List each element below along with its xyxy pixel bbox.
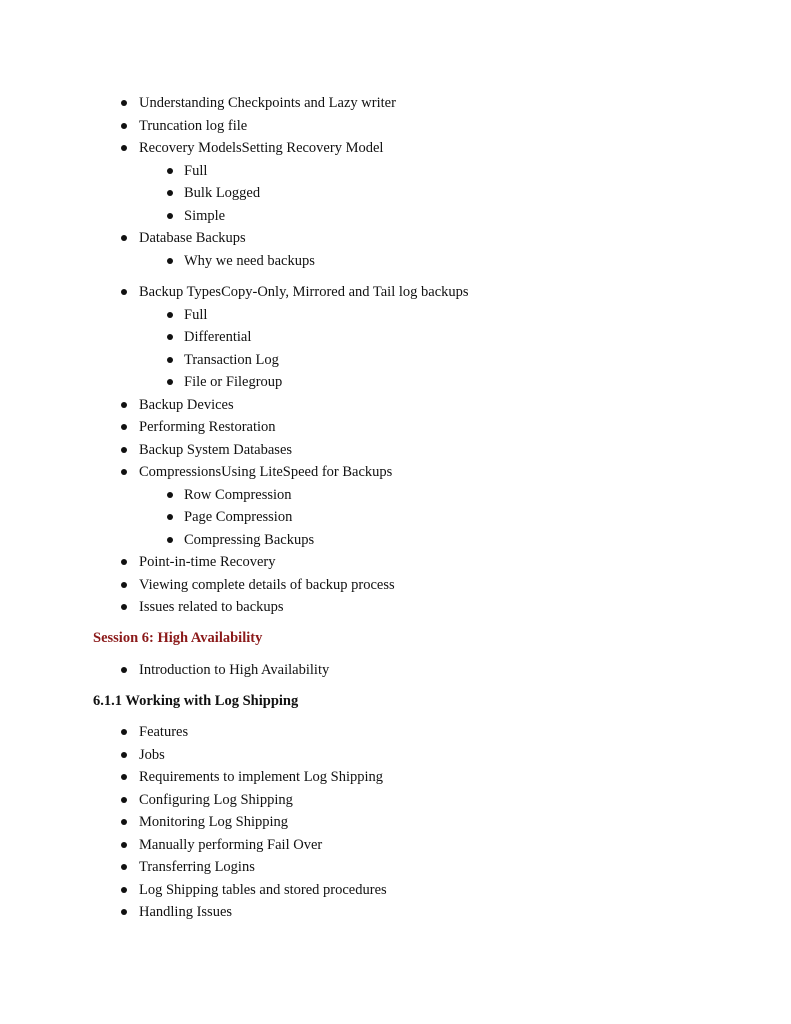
list-item-text: Page Compression — [184, 509, 293, 525]
bullet-icon — [167, 379, 173, 385]
bullet-icon — [167, 334, 173, 340]
bullet-icon — [121, 604, 127, 610]
list-item-text: Issues related to backups — [139, 599, 284, 615]
bullet-icon — [167, 168, 173, 174]
list-item-text: Backup Devices — [139, 396, 234, 413]
bullet-icon — [121, 289, 127, 295]
bullet-icon — [167, 258, 173, 264]
bullet-icon — [121, 842, 127, 848]
bullet-icon — [121, 909, 127, 915]
bullet-icon — [121, 667, 127, 673]
list-item-text: Requirements to implement Log Shipping — [139, 769, 384, 785]
list-item-text: Recovery ModelsSetting Recovery Model — [139, 140, 384, 156]
bullet-icon — [121, 582, 127, 588]
bullet-icon — [167, 213, 173, 219]
list-item-text: Manually performing Fail Over — [139, 836, 323, 853]
bullet-icon — [121, 447, 127, 453]
bullet-icon — [121, 774, 127, 780]
bullet-icon — [121, 797, 127, 803]
bullet-icon — [121, 123, 127, 129]
bullet-icon — [121, 864, 127, 870]
bullet-icon — [167, 514, 173, 520]
list-item-text: Differential — [184, 329, 252, 345]
bullet-icon — [167, 537, 173, 543]
list-item-text: Backup System Databases — [139, 441, 293, 458]
bullet-icon — [121, 752, 127, 758]
bullet-icon — [167, 492, 173, 498]
list-item-text: File or Filegroup — [184, 374, 283, 390]
bullet-icon — [121, 145, 127, 151]
list-item-text: Viewing complete details of backup process — [139, 576, 395, 593]
list-item-text: Jobs — [139, 746, 165, 763]
list-item-text: Compressing Backups — [184, 531, 315, 548]
bullet-icon — [121, 819, 127, 825]
list-item-text: Configuring Log Shipping — [139, 791, 293, 808]
list-item-text: Understanding Checkpoints and Lazy writer — [139, 95, 396, 111]
list-item-text: Introduction to High Availability — [139, 662, 330, 678]
list-item-text: Bulk Logged — [184, 185, 261, 201]
bullet-icon — [121, 235, 127, 241]
list-item-text: CompressionsUsing LiteSpeed for Backups — [139, 464, 393, 480]
list-item-text: Features — [139, 724, 189, 740]
bullet-icon — [121, 729, 127, 735]
bullet-icon — [121, 402, 127, 408]
list-item-text: Row Compression — [184, 486, 292, 503]
bullet-icon — [121, 469, 127, 475]
list-item-text: Point-in-time Recovery — [139, 554, 276, 570]
list-item-text: Why we need backups — [184, 252, 315, 269]
bullet-icon — [121, 424, 127, 430]
bullet-icon — [121, 100, 127, 106]
list-item-text: Simple — [184, 207, 226, 224]
list-item-text: Transferring Logins — [139, 859, 255, 875]
list-item-text: Backup TypesCopy-Only, Mirrored and Tail log backups — [139, 284, 469, 300]
list-item-text: Monitoring Log Shipping — [139, 814, 289, 830]
bullet-icon — [167, 190, 173, 196]
bullet-icon — [167, 312, 173, 318]
list-item-text: Log Shipping tables and stored procedures — [139, 881, 387, 898]
list-item-text: Truncation log file — [139, 117, 248, 134]
subsection-heading: 6.1.1 Working with Log Shipping — [93, 693, 299, 709]
list-item-text: Performing Restoration — [139, 419, 276, 435]
bullet-icon — [121, 887, 127, 893]
bullet-icon — [121, 559, 127, 565]
list-item-text: Full — [184, 162, 208, 179]
list-item-text: Full — [184, 306, 208, 323]
bullet-icon — [167, 357, 173, 363]
list-item-text: Database Backups — [139, 230, 246, 246]
session-heading: Session 6: High Availability — [93, 630, 263, 646]
list-item-text: Handling Issues — [139, 904, 233, 920]
list-item-text: Transaction Log — [184, 351, 279, 368]
